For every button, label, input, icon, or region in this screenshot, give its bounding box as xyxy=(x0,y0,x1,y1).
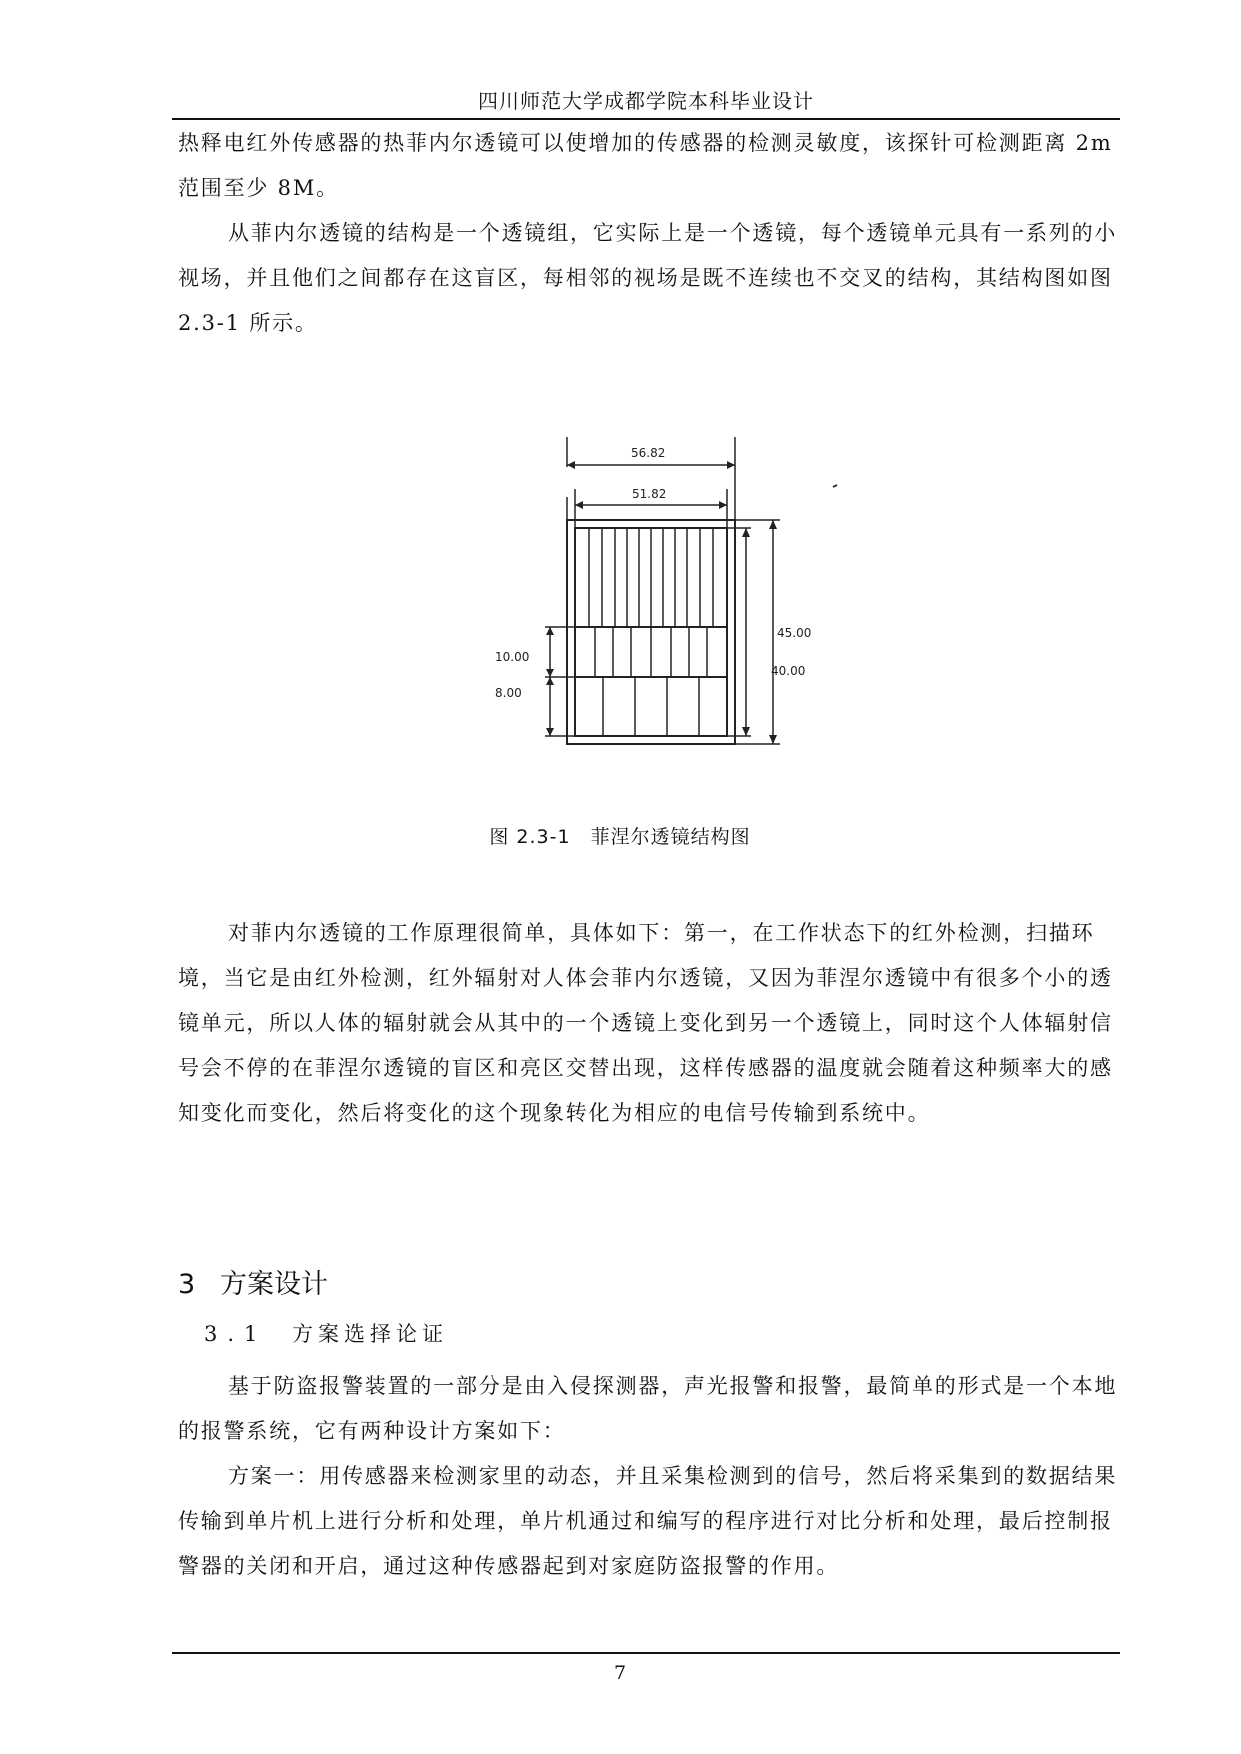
paragraph-4: 基于防盗报警装置的一部分是由入侵探测器，声光报警和报警，最简单的形式是一个本地的报警系统，它有两种设计方案如下： xyxy=(178,1374,1118,1443)
subsection-heading xyxy=(204,1318,448,1348)
header-title: 四川师范大学成都学院本科毕业设计 xyxy=(478,89,814,113)
subsection-title: 方案选择论证 xyxy=(292,1322,448,1346)
fresnel-lens-diagram xyxy=(495,437,847,757)
subsection-number: 3.1 xyxy=(204,1322,268,1346)
dim-row3-height: 8.00 xyxy=(495,686,522,700)
page-number: 7 xyxy=(613,1662,627,1684)
section-number: 3 xyxy=(178,1269,196,1300)
dim-outer-height: 45.00 xyxy=(777,626,812,640)
fresnel-lens-figure xyxy=(495,437,847,757)
paragraph-5: 方案一：用传感器来检测家里的动态，并且采集检测到的信号，然后将采集到的数据结果传输到单片机上进行分析和处理，单片机通过和编写的程序进行对比分析和处理，最后控制报警器的关闭和开启，通过这种传感器起到对家庭防盗报警的作用。 xyxy=(178,1464,1118,1578)
dim-outer-width: 56.82 xyxy=(631,446,666,460)
paragraph-3: 对菲内尔透镜的工作原理很简单，具体如下：第一，在工作状态下的红外检测，扫描环境，当它是由红外检测，红外辐射对人体会菲内尔透镜，又因为菲涅尔透镜中有很多个小的透镜单元，所以人体的辐射就会从其中的一个透镜上变化到另一个透镜上，同时这个人体辐射信号会不停的在菲涅尔透镜的盲区和亮区交替出现，这样传感器的温度就会随着这种频率大的感知变化而变化，然后将变化的这个现象转化为相应的电信号传输到系统中。 xyxy=(178,921,1113,1125)
section-title: 方案设计 xyxy=(220,1269,328,1300)
footer-divider xyxy=(172,1652,1120,1654)
section-heading xyxy=(178,1262,328,1301)
dim-inner-width: 51.82 xyxy=(632,487,667,501)
dim-inner-height: 40.00 xyxy=(771,664,806,678)
page-header xyxy=(172,84,1120,120)
dim-row2-height: 10.00 xyxy=(495,650,530,664)
paragraph-1: 热释电红外传感器的热菲内尔透镜可以使增加的传感器的检测灵敏度，该探针可检测距离 2m 范围至少 8M。 xyxy=(178,131,1113,200)
figure-caption: 图 2.3-1 菲涅尔透镜结构图 xyxy=(489,826,751,848)
paragraph-2: 从菲内尔透镜的结构是一个透镜组，它实际上是一个透镜，每个透镜单元具有一系列的小视场，并且他们之间都存在这盲区，每相邻的视场是既不连续也不交叉的结构，其结构图如图 2.3-1 所示。 xyxy=(178,221,1118,335)
